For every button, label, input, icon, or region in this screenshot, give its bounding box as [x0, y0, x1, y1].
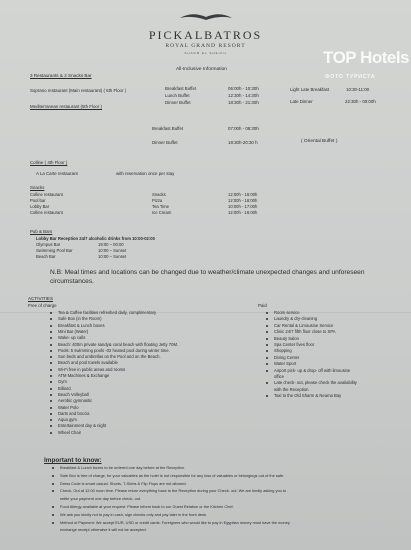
- bullet-icon: [266, 318, 268, 320]
- brand-tagline: SHARM EL SHEIKH: [184, 51, 227, 55]
- bullet-icon: [266, 357, 268, 359]
- bullet-icon: [52, 514, 54, 516]
- bullet-icon: [50, 407, 52, 409]
- bullet-icon: [52, 467, 54, 469]
- snack-time: 10:00h - 17:00h: [228, 204, 258, 209]
- lobby-bar-hours: Lobby Bar Reception 24/7 alcoholic drinks from 10:00-02:00: [36, 236, 155, 241]
- important-note-item: exchange receipt otherwise it will not be accepted.: [60, 527, 147, 533]
- free-activity-item: ATM Machines & Exchange: [58, 373, 110, 378]
- important-note-item: Method of Payment: We accept EUR, USD or credit cards. Foreigners who would like to pay in Egyptian money must have the money: [60, 519, 290, 525]
- watermark-logo-text: TOP Hotels: [323, 48, 410, 67]
- bullet-icon: [50, 325, 52, 327]
- bullet-icon: [52, 483, 54, 485]
- bullet-icon: [50, 350, 52, 352]
- bullet-icon: [266, 350, 268, 352]
- soprano-meal: Dinner Buffet: [165, 100, 191, 105]
- free-activity-item: Wheel Chair: [58, 429, 82, 435]
- bullet-icon: [50, 419, 52, 421]
- important-note-item: We ask you kindly not to pay in cash, sign checks only and pay later in the front desk.: [60, 511, 207, 517]
- paid-service-item: Room service: [274, 310, 300, 315]
- activities-heading: ACTIVITIES: [28, 296, 54, 301]
- free-activity-item: Billiard.: [58, 385, 72, 391]
- snack-item: Pizza: [152, 198, 163, 203]
- bullet-icon: [50, 375, 52, 377]
- important-note-item: settle your payment one day before check- out.: [60, 496, 142, 502]
- bullet-icon: [50, 344, 52, 346]
- free-activity-item: Aerobic gymnastic: [58, 398, 93, 404]
- paid-service-item: Car Rental & Limousine Service: [274, 322, 334, 328]
- bullet-icon: [50, 413, 52, 415]
- mediterranean-meal: Breakfast Buffet: [152, 126, 184, 131]
- paid-service-item: Taxi to the Old Sharm & Neama Bay: [274, 393, 342, 399]
- oriental-buffet-note: ( Oriental Buffet ): [301, 139, 338, 144]
- bullet-icon: [50, 432, 52, 434]
- paid-service-item: office: [274, 374, 284, 379]
- snack-time: 12:00h - 16:00h: [228, 192, 258, 197]
- paid-service-item: Clinic 24/7 fifth floor close to SPA: [274, 329, 336, 335]
- watermark-caption: ФОТО ТУРИСТА: [325, 74, 376, 80]
- paid-service-item: Laundry & dry-cleaning: [274, 316, 318, 322]
- colline-reservation-note: with reservation once per stay: [116, 171, 175, 176]
- albatross-logo-icon: [178, 10, 234, 22]
- bullet-icon: [50, 381, 52, 383]
- snack-place: Colline restaurant: [30, 192, 63, 197]
- paid-service-item: Diving Center: [274, 354, 300, 360]
- meal-times-notice: N.B: Meal times and locations can be changed due to weather/climate unexpected changes and unforeseen circumstances.: [50, 269, 365, 285]
- free-activity-item: Beach and pool towels available: [58, 360, 118, 366]
- bullet-icon: [266, 312, 268, 314]
- bullet-icon: [50, 312, 52, 314]
- soprano-meal: Breakfast Buffet: [165, 86, 197, 91]
- pubs-heading: Pub & Bars: [30, 229, 53, 234]
- soprano-meal: Lunch Buffet: [165, 93, 190, 98]
- soprano-time: 18:30h - 21:30h: [228, 100, 259, 105]
- bullet-icon: [52, 506, 54, 508]
- bar-place: Olympus Bar: [36, 242, 61, 247]
- important-note-item: Food Allergy available at your request. Please inform back to our Guest Relation or the Kitchen Chef.: [60, 504, 234, 509]
- light-late-breakfast-label: Light Late Breakfast: [290, 87, 330, 92]
- brand-name: PICKALBATROS: [148, 28, 263, 42]
- free-activity-item: Pools: 5 swimming pools -02 heated pool during winter time.: [58, 347, 170, 353]
- free-of-charge-label: Free of charge: [28, 303, 57, 308]
- bullet-icon: [266, 363, 268, 365]
- paid-service-item: Airport pick- up & drop- off with limousine: [274, 367, 351, 373]
- snack-place: Lobby Bar: [30, 204, 50, 209]
- snack-place: Pool bar: [30, 198, 46, 203]
- restaurants-heading: 3 Restaurants & 2 Snacks Bar: [30, 73, 92, 78]
- bullet-icon: [52, 522, 54, 524]
- free-activity-item: Breakfast & Lunch boxes: [58, 322, 105, 328]
- mediterranean-name: Mediterranean restaurant (5th Floor ): [30, 104, 102, 109]
- bullet-icon: [50, 362, 52, 364]
- paid-service-item: with the Reception: [274, 386, 309, 392]
- tophotels-watermark: [319, 46, 410, 86]
- free-activity-item: Wi-Fi free in public areas and rooms: [58, 366, 126, 372]
- important-note-item: Breakfast & Lunch boxes to be ordered one day before at the Reception.: [60, 465, 186, 470]
- bullet-icon: [50, 356, 52, 358]
- free-activity-item: Sun beds and umbrellas on the Pool and on the Beach.: [58, 354, 161, 360]
- free-activity-item: Gym: [58, 379, 67, 385]
- free-activity-item: Wake- up calls: [58, 335, 86, 341]
- bullet-icon: [266, 344, 268, 346]
- snack-time: 12:00h - 16:00h: [228, 198, 258, 203]
- bullet-icon: [266, 382, 268, 384]
- snack-item: Ice Cream: [152, 210, 172, 215]
- mediterranean-time: 07:00h - 08:30h: [228, 126, 259, 131]
- mediterranean-meal: Dinner Buffet: [152, 140, 178, 145]
- bullet-icon: [50, 394, 52, 396]
- paid-service-item: Shopping: [274, 348, 292, 354]
- important-note-item: Safe Box is free of charge, for your valuables as the hotel is not responsible for any loss of valuables or belongings out of the safe.: [60, 472, 285, 478]
- snack-item: Tea Time: [152, 204, 169, 209]
- paid-label: Paid: [258, 303, 267, 308]
- free-activity-item: Aqua gym: [58, 417, 77, 423]
- free-activity-item: Water Polo: [58, 404, 79, 410]
- bar-place: Beach Bar: [36, 254, 56, 259]
- bullet-icon: [266, 338, 268, 340]
- important-heading: Important to know:: [44, 457, 102, 464]
- colline-subtitle: A La Carte restaurant: [36, 171, 78, 176]
- snacks-heading: Snacks: [30, 185, 45, 190]
- important-note-item: Check- Out at 12:00 noon time. Please return everything back to the Reception during your Check- out. We are kindly asking you to: [60, 488, 287, 494]
- free-activity-item: Beach Volleyball: [58, 391, 89, 397]
- bullet-icon: [50, 369, 52, 371]
- soprano-name: Soprano restaurant (Main restaurant) ( 6th Floor ): [30, 88, 127, 93]
- snack-time: 12:00h - 16:00h: [228, 210, 258, 215]
- bullet-icon: [52, 475, 54, 477]
- bullet-icon: [266, 331, 268, 333]
- bullet-icon: [266, 395, 268, 397]
- bar-time: 10:00 – Sunset: [98, 254, 127, 259]
- bullet-icon: [50, 331, 52, 333]
- free-activity-item: Safe Box (in the Room): [58, 316, 102, 322]
- snack-place: Colline restaurant: [30, 210, 63, 215]
- bullet-icon: [266, 370, 268, 372]
- bar-time: 19:00 – 00:00: [98, 242, 124, 247]
- bullet-icon: [52, 490, 54, 492]
- bullet-icon: [50, 337, 52, 339]
- bullet-icon: [50, 318, 52, 320]
- bullet-icon: [50, 400, 52, 402]
- free-activity-item: Tea & Coffee facilities refreshed daily, complimentary: [58, 310, 157, 315]
- light-late-breakfast-time: 10:30-11:00: [346, 87, 370, 92]
- snack-item: Snacks: [152, 192, 166, 197]
- brand-subtitle: ROYAL GRAND RESORT: [165, 43, 246, 49]
- important-note-item: Dress Code is smart casual. Shorts, T-Shirts & Flip Flops are not allowed.: [60, 480, 187, 486]
- bar-place: Swimming Pool Bar: [36, 248, 73, 253]
- sheet-title: All-Inclusive Information: [176, 67, 227, 72]
- soprano-time: 12:30h - 14:30h: [228, 93, 259, 98]
- free-activity-item: Entertainment day & night: [58, 423, 107, 429]
- soprano-time: 06:00h - 10:30h: [228, 86, 259, 91]
- late-dinner-label: Late Dinner: [290, 99, 313, 104]
- paid-service-item: Spa Center fives floor: [274, 342, 315, 347]
- mediterranean-time: 18:30h-20:30 h: [228, 140, 258, 145]
- free-activity-item: Beach: 400m private sandy& coral beach with floating Jetty 70M.: [58, 341, 179, 347]
- free-activity-item: Darts and boccia: [58, 410, 90, 416]
- paid-service-item: Late check- out, please check the availability: [274, 380, 357, 386]
- bar-time: 10:00 – Sunset: [98, 248, 127, 253]
- colline-name: Colline ( 4th Floor ): [30, 160, 68, 165]
- paid-service-item: Water Sport: [274, 361, 297, 367]
- bullet-icon: [50, 425, 52, 427]
- paid-service-item: Beauty Salon: [274, 335, 299, 341]
- free-activity-item: Mini Bar (Water): [58, 328, 89, 334]
- late-dinner-time: 22:30h - 00:00h: [345, 99, 376, 104]
- bullet-icon: [50, 388, 52, 390]
- bullet-icon: [266, 325, 268, 327]
